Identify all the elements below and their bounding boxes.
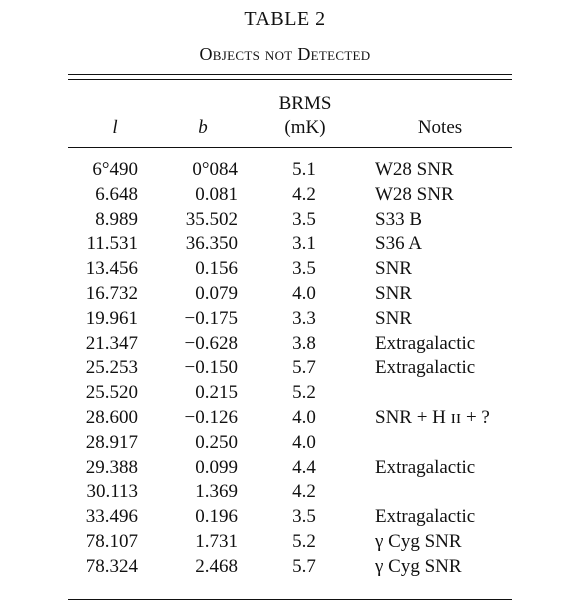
cell-brms: 3.5 bbox=[292, 506, 316, 528]
cell-notes: S33 B bbox=[375, 208, 422, 230]
table-row bbox=[0, 208, 570, 233]
cell-brms: 4.0 bbox=[292, 282, 316, 304]
cell-b: −0.150 bbox=[184, 357, 238, 379]
cell-l: 11.531 bbox=[86, 233, 138, 255]
cell-brms: 5.2 bbox=[292, 530, 316, 552]
cell-b: 0.079 bbox=[195, 282, 238, 304]
cell-l: 33.496 bbox=[85, 506, 138, 528]
cell-brms: 3.3 bbox=[292, 307, 316, 329]
cell-brms: 3.5 bbox=[292, 258, 316, 280]
cell-notes: Extragalactic bbox=[375, 456, 476, 478]
bottom-rule bbox=[68, 599, 512, 600]
column-header-b: b bbox=[198, 117, 208, 138]
table-row bbox=[0, 356, 570, 381]
table-title: TABLE 2 bbox=[244, 8, 326, 30]
top-rule-1 bbox=[68, 74, 512, 75]
cell-b: −0.628 bbox=[184, 332, 238, 354]
table-row bbox=[0, 431, 570, 456]
cell-brms: 5.2 bbox=[292, 382, 316, 404]
table-row bbox=[0, 480, 570, 505]
cell-notes: Extragalactic bbox=[375, 357, 476, 379]
table-row bbox=[0, 381, 570, 406]
cell-b: 35.502 bbox=[185, 208, 238, 230]
header-rule bbox=[68, 147, 512, 148]
column-header-notes: Notes bbox=[417, 117, 463, 138]
cell-brms: 4.0 bbox=[292, 431, 316, 453]
cell-l: 19.961 bbox=[85, 307, 138, 329]
cell-notes: SNR bbox=[375, 282, 412, 304]
cell-notes: S36 A bbox=[375, 233, 422, 255]
table-row bbox=[0, 158, 570, 183]
cell-b: 2.468 bbox=[195, 555, 238, 577]
cell-brms: 4.4 bbox=[292, 456, 316, 478]
cell-notes: W28 SNR bbox=[375, 159, 454, 180]
table-row bbox=[0, 307, 570, 332]
cell-brms: 5.7 bbox=[292, 357, 316, 379]
table-body bbox=[0, 158, 570, 580]
cell-b: 0°084 bbox=[192, 159, 238, 180]
cell-brms: 5.7 bbox=[292, 555, 316, 577]
cell-l: 28.600 bbox=[85, 406, 138, 428]
cell-b: 0.196 bbox=[195, 506, 238, 528]
column-header-brms: BRMS bbox=[278, 93, 332, 114]
cell-b: 0.156 bbox=[195, 258, 238, 280]
cell-notes: Extragalactic bbox=[375, 332, 476, 354]
cell-brms: 4.2 bbox=[292, 183, 316, 205]
table-row bbox=[0, 456, 570, 481]
table-row bbox=[0, 530, 570, 555]
cell-brms: 3.1 bbox=[292, 233, 316, 255]
cell-l: 25.520 bbox=[85, 382, 138, 404]
cell-b: 0.099 bbox=[195, 456, 238, 478]
table-row bbox=[0, 406, 570, 431]
table-row bbox=[0, 555, 570, 580]
cell-b: 1.369 bbox=[195, 481, 238, 503]
column-header-brms-unit: (mK) bbox=[284, 117, 326, 138]
cell-notes: γ Cyg SNR bbox=[375, 530, 462, 552]
cell-l: 13.456 bbox=[85, 258, 138, 280]
cell-notes: SNR + H ɪɪ + ? bbox=[375, 406, 490, 428]
cell-notes: SNR bbox=[375, 307, 412, 329]
cell-l: 78.107 bbox=[85, 530, 138, 552]
cell-l: 78.324 bbox=[85, 555, 138, 577]
column-header-l: l bbox=[112, 117, 118, 138]
cell-b: −0.126 bbox=[184, 406, 238, 428]
cell-brms: 3.8 bbox=[292, 332, 316, 354]
cell-l: 21.347 bbox=[85, 332, 138, 354]
cell-brms: 3.5 bbox=[292, 208, 316, 230]
table-row bbox=[0, 332, 570, 357]
cell-notes: γ Cyg SNR bbox=[375, 555, 462, 577]
cell-l: 30.113 bbox=[86, 481, 138, 503]
cell-l: 8.989 bbox=[95, 208, 138, 230]
cell-l: 6.648 bbox=[95, 183, 138, 205]
cell-b: 0.215 bbox=[195, 382, 238, 404]
cell-brms: 5.1 bbox=[292, 159, 316, 180]
cell-l: 29.388 bbox=[85, 456, 138, 478]
table-row bbox=[0, 257, 570, 282]
cell-l: 16.732 bbox=[85, 282, 138, 304]
cell-notes: Extragalactic bbox=[375, 506, 476, 528]
cell-l: 6°490 bbox=[92, 159, 138, 180]
cell-b: 0.250 bbox=[195, 431, 238, 453]
cell-b: 0.081 bbox=[195, 183, 238, 205]
table-row bbox=[0, 505, 570, 530]
cell-notes: W28 SNR bbox=[375, 183, 454, 205]
table-row bbox=[0, 232, 570, 257]
cell-notes: SNR bbox=[375, 258, 412, 280]
cell-b: −0.175 bbox=[184, 307, 238, 329]
cell-b: 1.731 bbox=[195, 530, 238, 552]
cell-l: 25.253 bbox=[85, 357, 138, 379]
cell-brms: 4.0 bbox=[292, 406, 316, 428]
top-rule-2 bbox=[68, 79, 512, 80]
table-row bbox=[0, 282, 570, 307]
table-subtitle: Objects not Detected bbox=[199, 44, 371, 64]
cell-l: 28.917 bbox=[85, 431, 138, 453]
table-row bbox=[0, 183, 570, 208]
cell-brms: 4.2 bbox=[292, 481, 316, 503]
cell-b: 36.350 bbox=[185, 233, 238, 255]
